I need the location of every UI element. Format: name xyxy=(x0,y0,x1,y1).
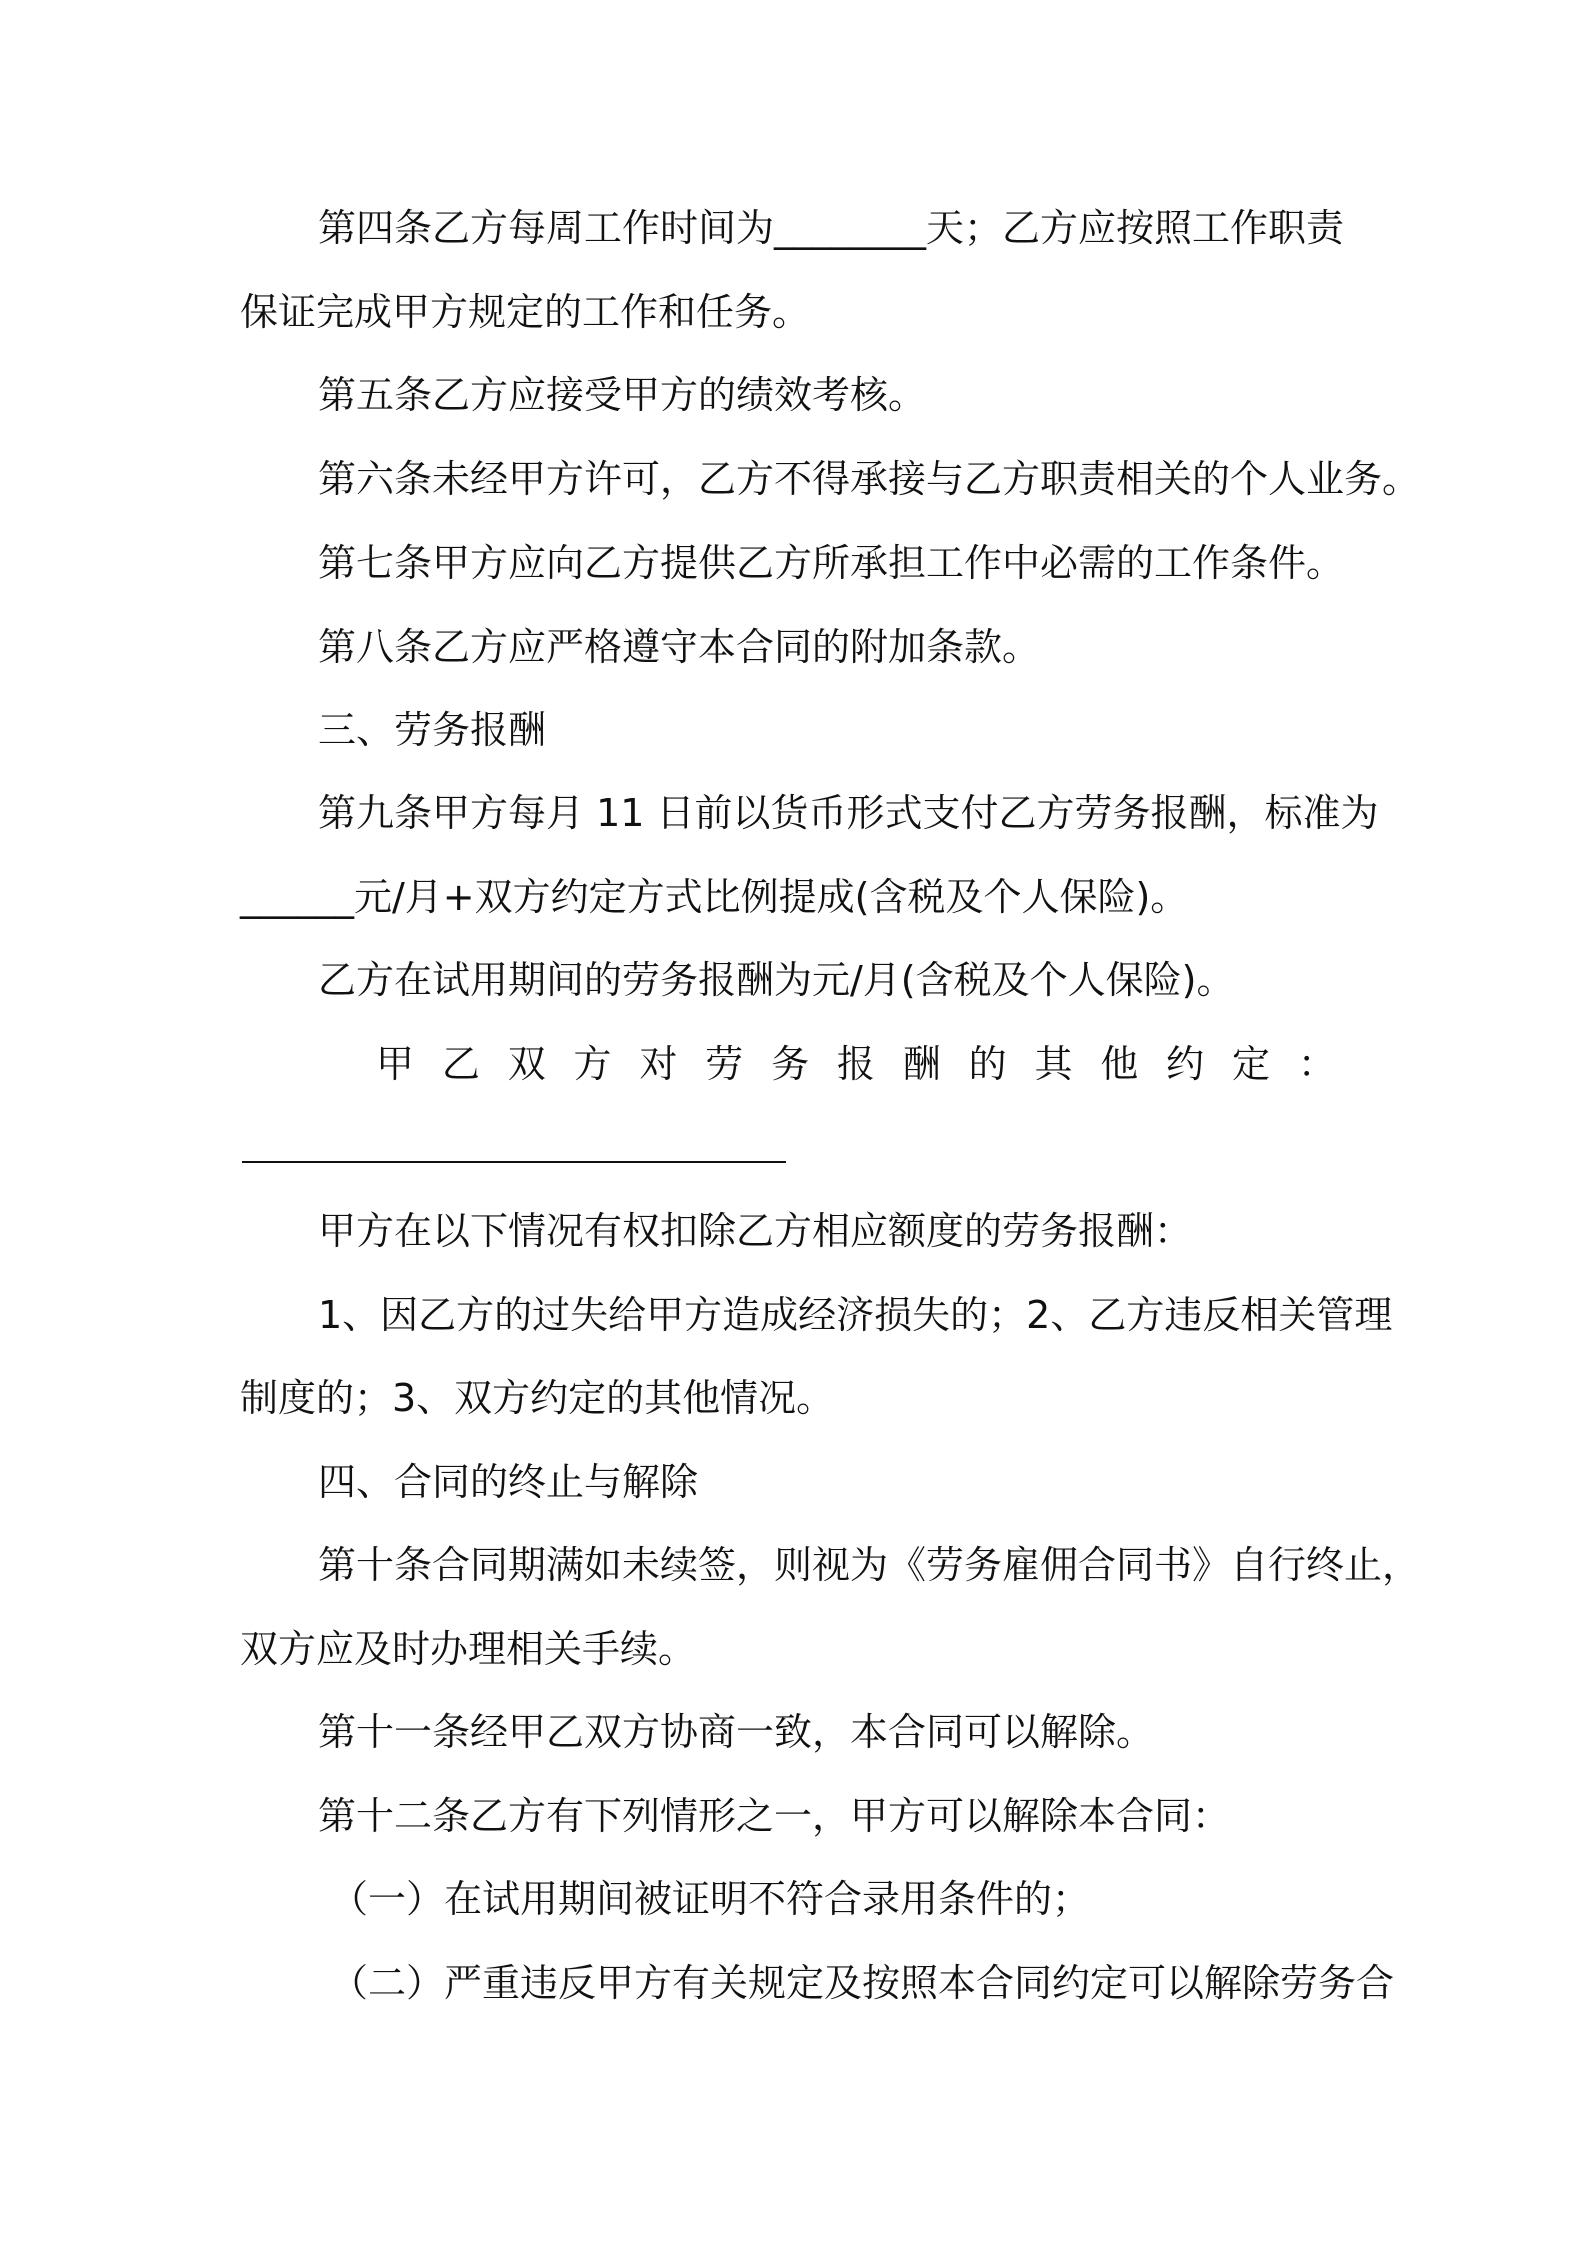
spread-char: 乙 xyxy=(441,1042,480,1086)
spread-char: 务 xyxy=(771,1042,810,1086)
probation-pay: 乙方在试用期间的劳务报酬为元/月(含税及个人保险)。 xyxy=(318,958,1235,1002)
spread-char: 酬 xyxy=(902,1042,941,1086)
deduction-intro: 甲方在以下情况有权扣除乙方相应额度的劳务报酬： xyxy=(318,1209,1193,1253)
spread-char: 报 xyxy=(836,1042,875,1086)
spread-char: 对 xyxy=(639,1042,678,1086)
article-4-line-2: 保证完成甲方规定的工作和任务。 xyxy=(240,290,811,334)
article-10-line-2: 双方应及时办理相关手续。 xyxy=(240,1627,697,1671)
spread-char: ： xyxy=(1297,1042,1336,1086)
article-11: 第十一条经甲乙双方协商一致，本合同可以解除。 xyxy=(318,1710,1155,1754)
article-6: 第六条未经甲方许可，乙方不得承接与乙方职责相关的个人业务。 xyxy=(318,457,1421,501)
article-8: 第八条乙方应严格遵守本合同的附加条款。 xyxy=(318,625,1041,669)
clause-item-1: （一）在试用期间被证明不符合录用条件的； xyxy=(330,1877,1091,1921)
spread-char: 的 xyxy=(968,1042,1007,1086)
spread-char: 定 xyxy=(1231,1042,1270,1086)
article-4-line-1: 第四条乙方每周工作时间为________天；乙方应按照工作职责 xyxy=(318,206,1345,250)
article-9-line-1: 第九条甲方每月 11 日前以货币形式支付乙方劳务报酬，标准为 xyxy=(318,791,1379,835)
spread-char: 约 xyxy=(1166,1042,1205,1086)
spread-char: 他 xyxy=(1100,1042,1139,1086)
spread-char: 双 xyxy=(507,1042,546,1086)
clause-item-2: （二）严重违反甲方有关规定及按照本合同约定可以解除劳务合 xyxy=(330,1961,1395,2005)
section-4-heading: 四、合同的终止与解除 xyxy=(318,1460,699,1504)
article-7: 第七条甲方应向乙方提供乙方所承担工作中必需的工作条件。 xyxy=(318,541,1345,585)
article-10-line-1: 第十条合同期满如未续签，则视为《劳务雇佣合同书》自行终止， xyxy=(318,1543,1421,1587)
article-12: 第十二条乙方有下列情形之一，甲方可以解除本合同： xyxy=(318,1794,1231,1838)
spread-char: 甲 xyxy=(376,1042,415,1086)
article-9-line-2: ______元/月+双方约定方式比例提成(含税及个人保险)。 xyxy=(240,875,1189,919)
other-agreement-line xyxy=(376,1040,1336,1088)
section-3-heading: 三、劳务报酬 xyxy=(318,708,547,752)
article-5: 第五条乙方应接受甲方的绩效考核。 xyxy=(318,373,927,417)
spread-char: 方 xyxy=(573,1042,612,1086)
blank-underline xyxy=(242,1161,786,1163)
spread-char: 劳 xyxy=(705,1042,744,1086)
spread-char: 其 xyxy=(1034,1042,1073,1086)
deduction-items-line-1: 1、因乙方的过失给甲方造成经济损失的；2、乙方违反相关管理 xyxy=(318,1293,1393,1337)
deduction-items-line-2: 制度的；3、双方约定的其他情况。 xyxy=(240,1376,835,1420)
